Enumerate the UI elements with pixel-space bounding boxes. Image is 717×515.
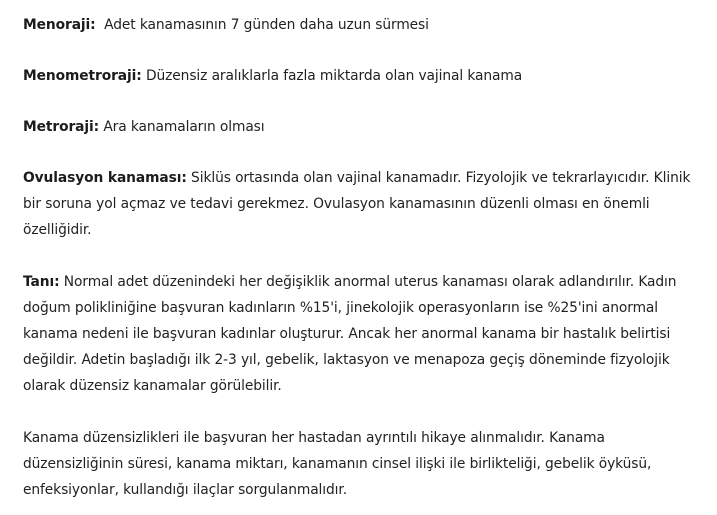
paragraph-tani [23,269,707,399]
definition-text: Ara kanamaların olması [99,119,265,135]
term-label: Metroraji: [23,119,100,135]
paragraph-metroraji [23,114,707,140]
definition-text: Adet kanamasının 7 günden daha uzun sürmesi [95,17,429,33]
term-label: Ovulasyon kanaması: [23,170,187,186]
term-label: Menoraji: [23,17,96,33]
body-text: Kanama düzensizlikleri ile başvuran her hastadan ayrıntılı hikaye alınmalıdır. Kanama düzensizliğinin süresi, kanama miktarı, kanamanın cinsel ilişki ile birlikteliği, gebelik öyküsü, enfeksiyonlar, kullandığı ilaçlar sorgulanmalıdır. [23,430,652,498]
paragraph-menometroraji [23,63,707,89]
paragraph-ovulasyon-kanamasi [23,165,707,243]
term-label: Menometroraji: [23,68,142,84]
paragraph-menoraji [23,12,707,38]
definition-text: Siklüs ortasında olan vajinal kanamadır. Fizyolojik ve tekrarlayıcıdır. Klinik bir soruna yol açmaz ve tedavi gerekmez. Ovulasyon kanamasının düzenli olması en önemli özelliğidir. [23,170,691,238]
definition-text: Normal adet düzenindeki her değişiklik anormal uterus kanaması olarak adlandırılır. Kadın doğum polikliniğine başvuran kadınların %15'i, jinekolojik operasyonların ise %25'ini anormal kanama nedeni ile başvuran kadınlar oluşturur. Ancak her anormal kanama bir hastalık belirtisi değildir. Adetin başladığı ilk 2-3 yıl, gebelik, laktasyon ve menapoza geçiş döneminde fizyolojik olarak düzensiz kanamalar görülebilir. [23,274,677,394]
definition-text: Düzensiz aralıklarla fazla miktarda olan vajinal kanama [141,68,523,84]
term-label: Tanı: [23,274,60,290]
paragraph-hikaye [23,425,707,503]
